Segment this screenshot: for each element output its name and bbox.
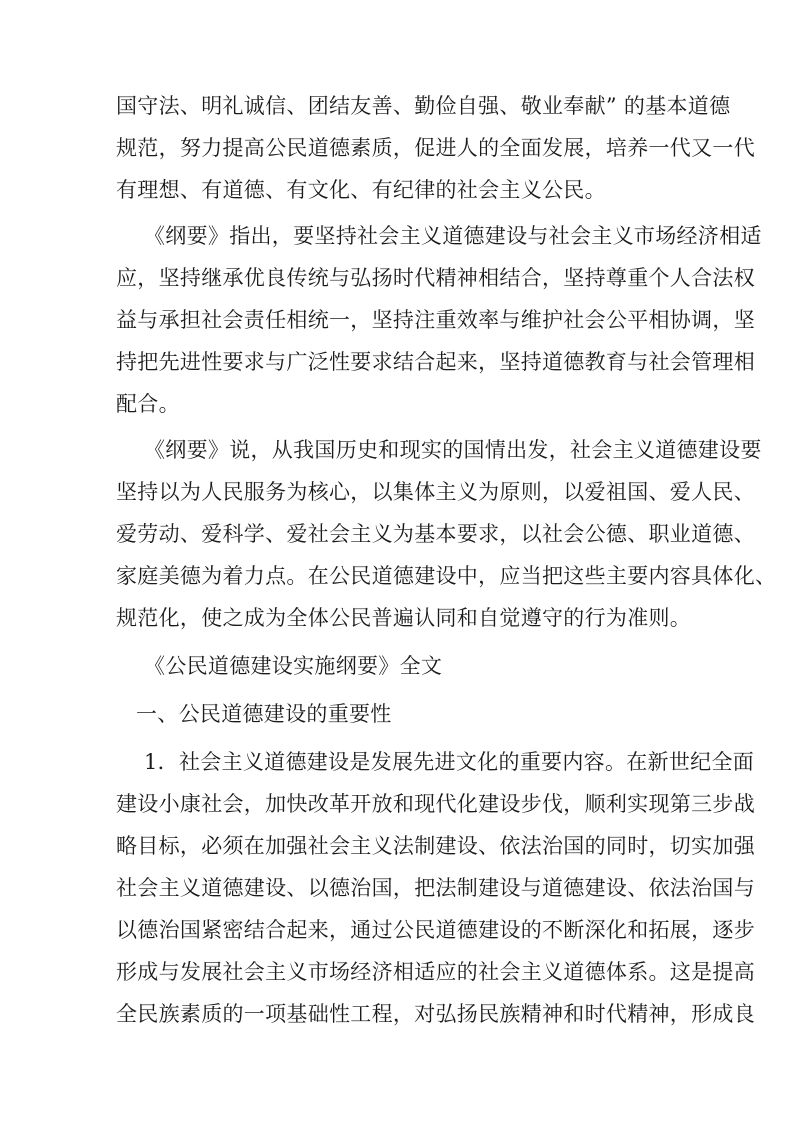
paragraph-line: 1．社会主义道德建设是发展先进文化的重要内容。在新世纪全面 xyxy=(144,750,755,774)
paragraph-line: 全民族素质的一项基础性工程，对弘扬民族精神和时代精神，形成良 xyxy=(116,1002,755,1026)
paragraph-line: 规范化，使之成为全体公民普遍认同和自觉遵守的行为准则。 xyxy=(116,606,692,630)
section-title: 《公民道德建设实施纲要》全文 xyxy=(144,654,443,678)
paragraph-line: 形成与发展社会主义市场经济相适应的社会主义道德体系。这是提高 xyxy=(116,960,755,984)
paragraph-line: 建设小康社会，加快改革开放和现代化建设步伐，顺利实现第三步战 xyxy=(116,792,755,816)
paragraph-line: 持把先进性要求与广泛性要求结合起来，坚持道德教育与社会管理相 xyxy=(116,350,755,374)
paragraph-line: 应，坚持继承优良传统与弘扬时代精神相结合，坚持尊重个人合法权 xyxy=(116,266,755,290)
paragraph-line: 爱劳动、爱科学、爱社会主义为基本要求，以社会公德、职业道德、 xyxy=(116,522,755,546)
paragraph-line: 《纲要》指出，要坚持社会主义道德建设与社会主义市场经济相适 xyxy=(144,224,762,248)
paragraph-line: 规范，努力提高公民道德素质，促进人的全面发展，培养一代又一代 xyxy=(116,136,755,160)
paragraph-line: 略目标，必须在加强社会主义法制建设、依法治国的同时，切实加强 xyxy=(116,834,755,858)
paragraph-line: 《纲要》说，从我国历史和现实的国情出发，社会主义道德建设要 xyxy=(144,438,762,462)
paragraph-line: 社会主义道德建设、以德治国，把法制建设与道德建设、依法治国与 xyxy=(116,876,755,900)
paragraph-line: 坚持以为人民服务为核心，以集体主义为原则，以爱祖国、爱人民、 xyxy=(116,480,755,504)
paragraph-line: 配合。 xyxy=(116,392,180,416)
paragraph-line: 以德治国紧密结合起来，通过公民道德建设的不断深化和拓展，逐步 xyxy=(116,918,755,942)
paragraph-line: 有理想、有道德、有文化、有纪律的社会主义公民。 xyxy=(116,178,606,202)
paragraph-line: 家庭美德为着力点。在公民道德建设中，应当把这些主要内容具体化、 xyxy=(116,564,777,588)
paragraph-line: 益与承担社会责任相统一，坚持注重效率与维护社会公平相协调，坚 xyxy=(116,308,755,332)
paragraph-line: 国守法、明礼诚信、团结友善、勤俭自强、敬业奉献” 的基本道德 xyxy=(116,94,731,118)
section-heading: 一、公民道德建设的重要性 xyxy=(136,702,392,726)
